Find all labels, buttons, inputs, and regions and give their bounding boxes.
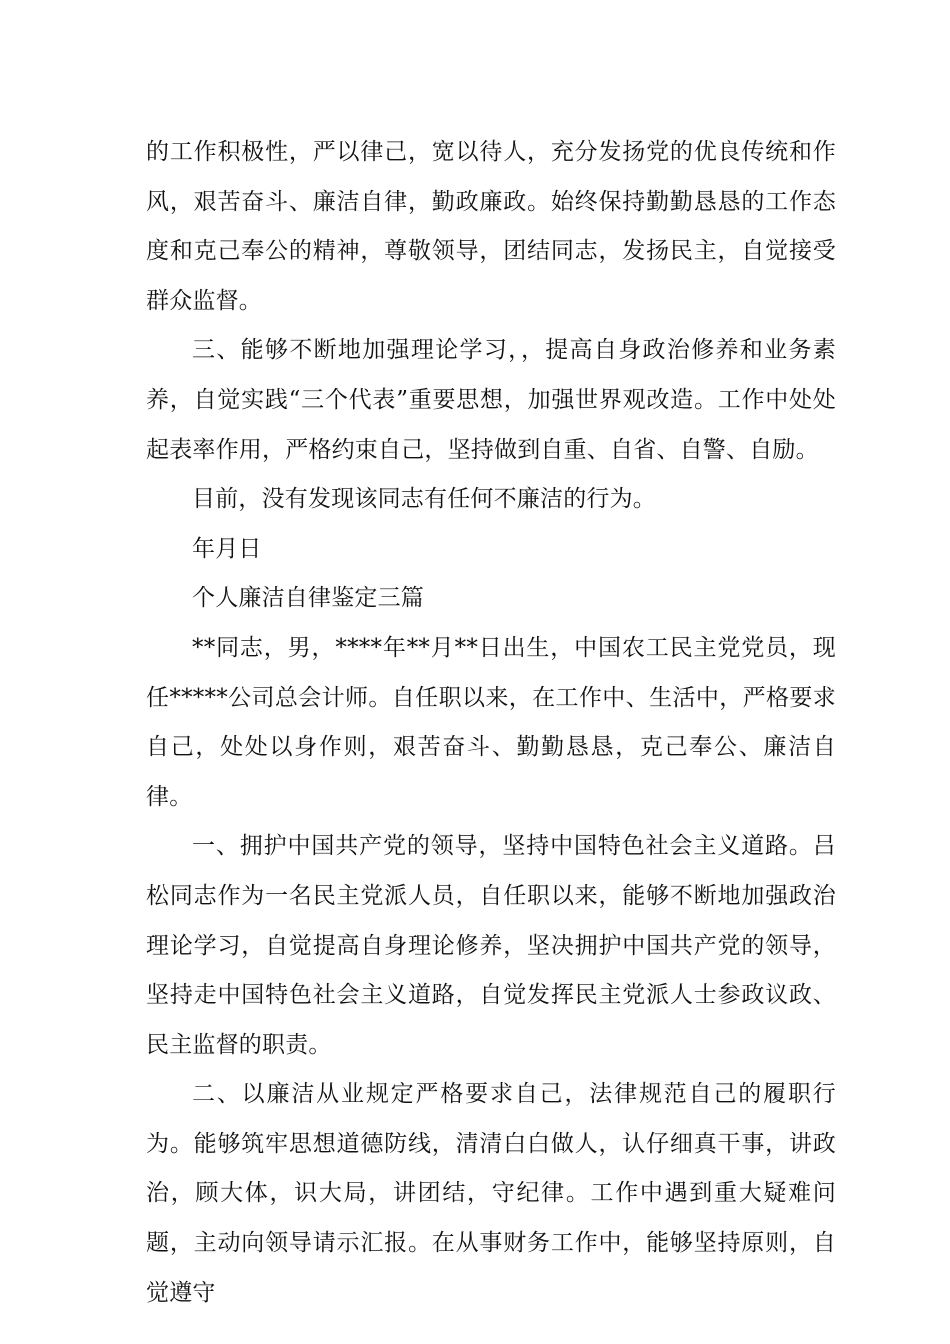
paragraph-4: **同志，男，****年**月**日出生，中国农工民主党党员，现任*****公司总会计师。自任职以来，在工作中、生活中，严格要求自己，处处以身作则，艰苦奋斗、勤勤恳恳，克己奉公、廉洁自律。 — [146, 634, 836, 810]
paragraph-2: 三、能够不断地加强理论学习，，提高自身政治修养和业务素养，自觉实践“三个代表”重要思想，加强世界观改造。工作中处处起表率作用，严格约束自己，坚持做到自重、自省、自警、自励。 — [146, 337, 836, 463]
section-title: 个人廉洁自律鉴定三篇 — [192, 585, 424, 612]
paragraph-5: 一、拥护中国共产党的领导，坚持中国特色社会主义道路。吕松同志作为一名民主党派人员，自任职以来，能够不断地加强政治理论学习，自觉提高自身理论修养，坚决拥护中国共产党的领导，坚持走中国特色社会主义道路，自觉发挥民主党派人士参政议政、民主监督的职责。 — [146, 833, 836, 1058]
paragraph-1: 的工作积极性，严以律己，宽以待人，充分发扬党的优良传统和作风，艰苦奋斗、廉洁自律，勤政廉政。始终保持勤勤恳恳的工作态度和克己奉公的精神，尊敬领导，团结同志，发扬民主，自觉接受群众监督。 — [146, 139, 836, 314]
document-body — [146, 128, 836, 1318]
paragraph-date: 年月日 — [192, 535, 262, 562]
paragraph-6: 二、以廉洁从业规定严格要求自己，法律规范自己的履职行为。能够筑牢思想道德防线，清清白白做人，认仔细真干事，讲政治，顾大体，识大局，讲团结，守纪律。工作中遇到重大疑难问题，主动向领导请示汇报。在从事财务工作中，能够坚持原则，自觉遵守 — [146, 1081, 836, 1306]
paragraph-3: 目前，没有发现该同志有任何不廉洁的行为。 — [192, 486, 656, 513]
